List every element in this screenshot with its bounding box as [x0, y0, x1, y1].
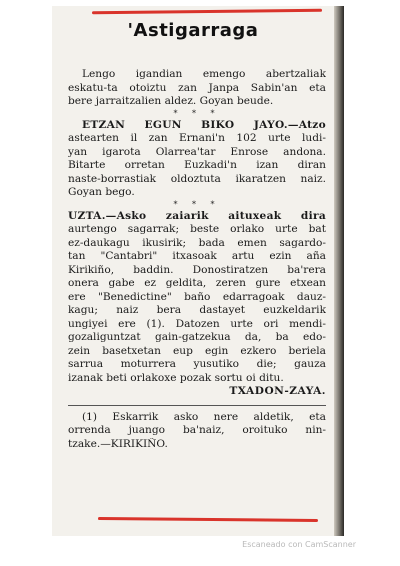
text-line: kagu; naiz bera dastayet euzkeldarik	[68, 304, 326, 316]
text-line: naste-borrastiak oldoztuta ikaratzen naiz.	[68, 172, 326, 185]
paragraph-1	[68, 68, 326, 109]
article-heading: 'Astigarraga	[127, 20, 259, 41]
text-line: Kirikiño, baddin. Donostiratzen ba'rera	[68, 263, 326, 276]
text-line: eskatu-ta otoiztu zan Janpa Sabin'an eta	[68, 81, 326, 94]
newspaper-clipping	[52, 6, 344, 536]
red-marker-line-top	[92, 9, 322, 14]
text-line: orrenda juango ba'naiz, oroituko nin-	[68, 424, 326, 436]
text-line: ere "Benedictine" baño edarragoak dauz-	[68, 290, 326, 303]
author-signature: TXADON-ZAYA.	[229, 385, 326, 397]
paragraph-3	[68, 210, 326, 399]
text-line: bere jarraitzalien aldez. Goyan beude.	[68, 95, 274, 107]
text-line: (1) Eskarrik asko nere aldetik, eta	[82, 410, 326, 423]
article-body	[68, 68, 326, 451]
text-line: sarrua moturrera yusutiko die; gauza	[68, 358, 326, 370]
red-marker-line-bottom	[98, 517, 318, 522]
footnote-divider	[68, 405, 326, 406]
text-line: ez-daukagu ikusirik; bada emen sagardo-	[68, 236, 326, 249]
section-separator: * * *	[173, 199, 221, 209]
text-line: ungiyei ere (1). Datozen urte ori mendi-	[68, 317, 326, 330]
clipping-edge-shadow	[334, 6, 344, 536]
text-line: gozaliguntzat gain-gatzekua da, ba edo-	[68, 331, 326, 343]
text-line: zein basetxetan eup egin ezkero beriela	[68, 344, 326, 357]
text-line: Lengo igandian emengo abertzaliak	[82, 68, 326, 80]
text-line: astearten il zan Ernani'n 102 urte ludi-	[68, 132, 326, 144]
text-line: tzake.—KIRIKIÑO.	[68, 437, 168, 450]
text-line: Goyan bego.	[68, 186, 135, 198]
text-line: tan "Cantabri" itxasoak artu ezin aña	[68, 250, 326, 262]
text-line: izanak beti orlakoxe pozak sortu oi ditu.	[68, 371, 284, 384]
text-line: UZTA.—Asko zaiarik aituxeak dira	[68, 209, 326, 222]
section-separator: * * *	[173, 108, 221, 118]
footnote	[68, 411, 326, 452]
scanner-watermark: Escaneado con CamScanner	[242, 540, 356, 549]
text-line: aurtengo sagarrak; beste orlako urte bat	[68, 223, 326, 235]
text-line: onera gabe ez geldita, zeren gure etxean	[68, 277, 326, 289]
text-line: yan igarota Olarrea'tar Enrose andona.	[68, 145, 326, 158]
text-line: ETZAN EGUN BIKO JAYO.—Atzo	[82, 118, 326, 131]
text-line: Bitarte orretan Euzkadi'n izan diran	[68, 159, 326, 171]
paragraph-2	[68, 119, 326, 200]
